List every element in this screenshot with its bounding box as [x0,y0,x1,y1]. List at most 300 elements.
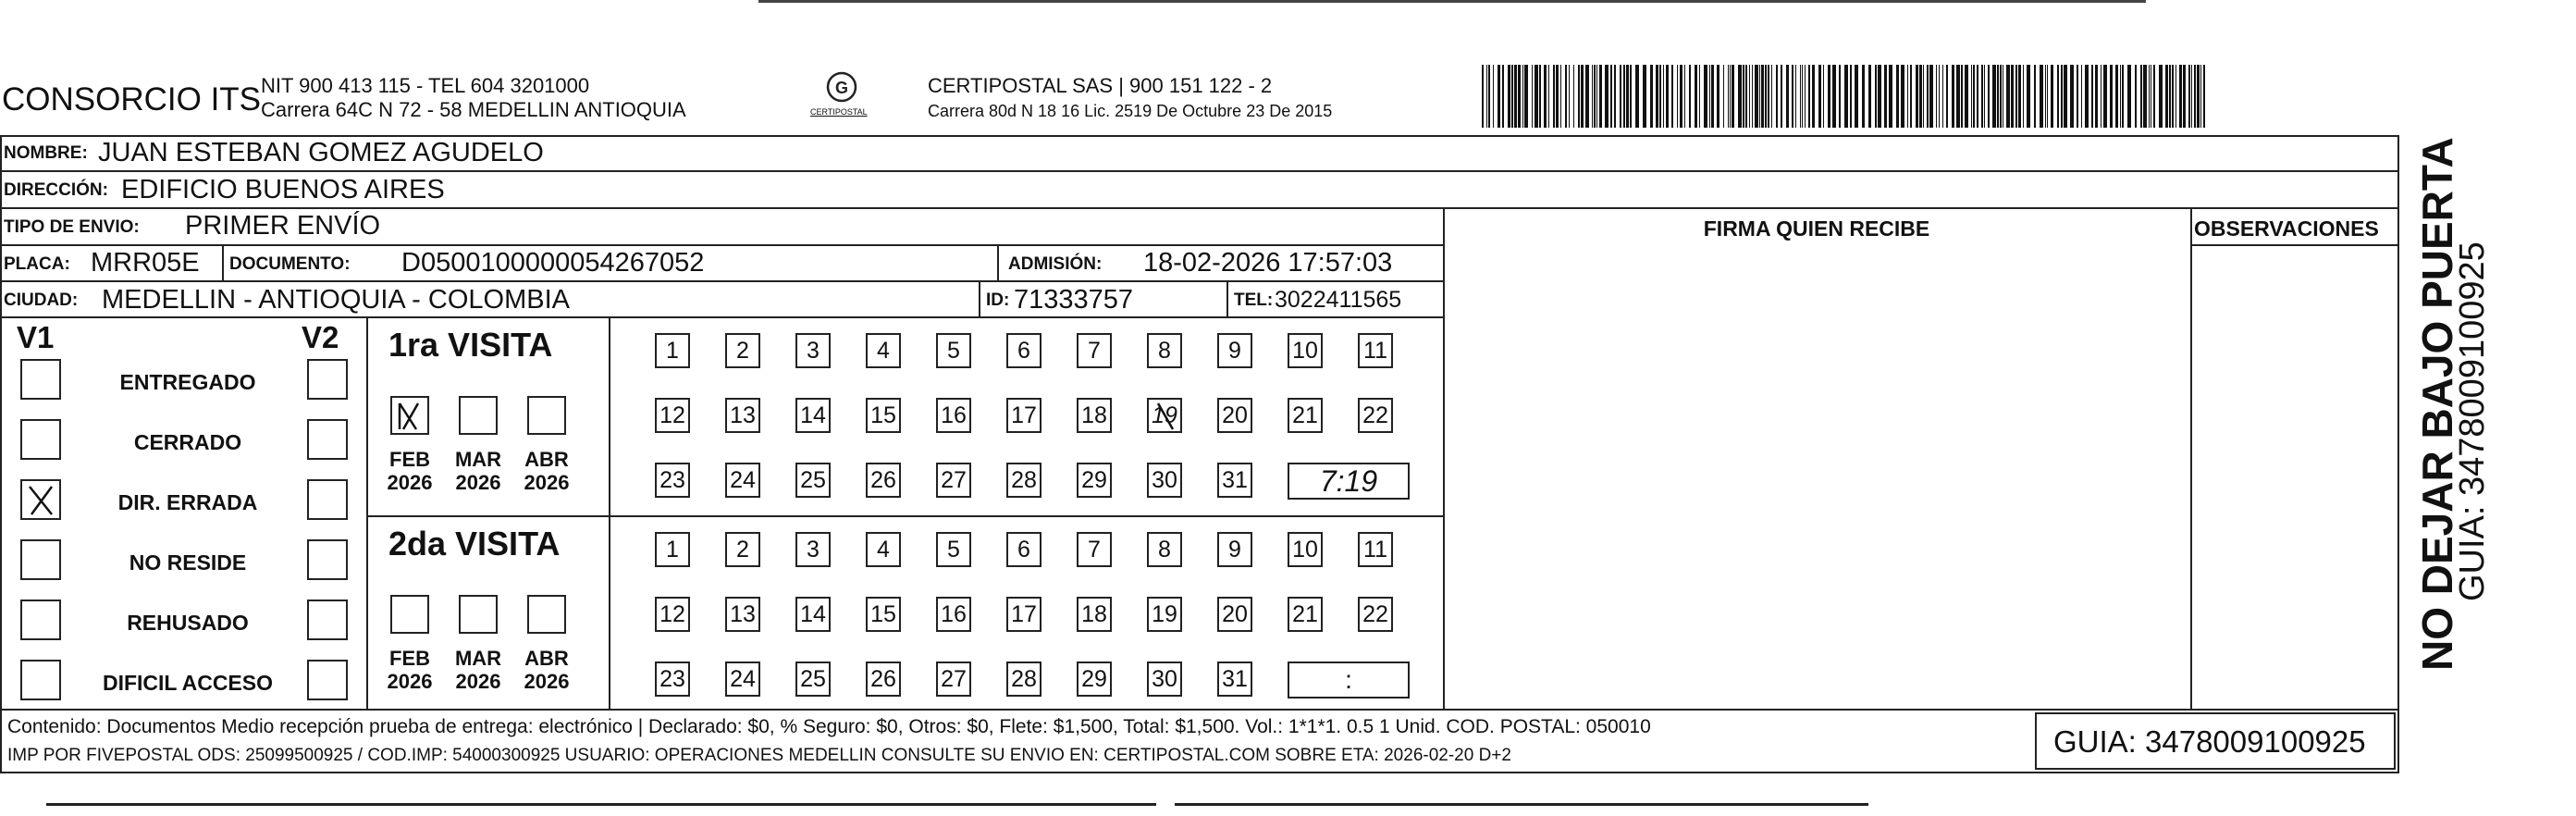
admision-label: ADMISIÓN: [1008,254,1103,274]
barcode-bar [1910,65,1912,128]
day-box[interactable]: 31 [1217,661,1252,697]
v2-checkbox[interactable] [307,660,348,700]
barcode-bar [2153,65,2155,128]
month-year: 2026 [455,471,501,494]
barcode-bar [1524,65,1528,128]
barcode-bar [1553,65,1555,128]
barcode-bar [1929,65,1933,128]
id-label: ID: [986,291,1010,310]
barcode-bar [1795,65,1796,128]
status-label: DIR. ERRADA [117,490,258,514]
barcode-bar [2159,65,2163,128]
handwritten-x-mark [392,398,427,433]
barcode-bar [2064,65,2067,128]
day-box[interactable]: 17 [1006,398,1041,433]
barcode-bar [2172,65,2174,128]
month-checkbox[interactable] [527,595,566,634]
barcode-bar [1919,65,1922,128]
barcode-bar [2091,65,2093,128]
day-box[interactable]: 4 [866,333,901,368]
v1-header: V1 [17,320,55,354]
day-box[interactable]: 2 [725,532,760,567]
day-box[interactable]: 5 [936,333,971,368]
day-box[interactable]: 3 [795,532,831,567]
barcode-bar [1728,65,1729,128]
day-box[interactable]: 16 [936,597,971,632]
day-box[interactable]: 10 [1288,333,1323,368]
barcode-bar [1828,65,1830,128]
id-divider [979,280,980,316]
barcode-bar [1711,65,1714,128]
visit-separator [366,515,1443,517]
barcode-bar [1781,65,1782,128]
barcode-bar [1862,65,1865,128]
day-box[interactable]: 22 [1358,597,1393,632]
barcode-bar [1730,65,1731,128]
handwritten-strike-mark [1149,400,1180,431]
barcode-bar [1723,65,1724,128]
day-box[interactable]: 20 [1217,597,1252,632]
day-box[interactable]: 14 [795,597,831,632]
day-box[interactable]: 1 [655,333,690,368]
day-box[interactable]: 24 [725,463,760,498]
barcode-bar [2103,65,2107,128]
barcode-bar [1709,65,1710,128]
v2-header: V2 [302,320,339,354]
barcode-bar [1522,65,1523,128]
month-checkbox[interactable] [390,396,429,435]
side-guia: GUIA: 3478009100925 [2453,241,2492,601]
barcode-bar [1786,65,1789,128]
barcode-bar [2051,65,2053,128]
day-box[interactable]: 14 [795,398,831,433]
observaciones-column-left [2190,207,2192,709]
day-box[interactable]: 28 [1006,463,1041,498]
barcode-bar [1738,65,1742,128]
barcode-bar [2000,65,2002,128]
observaciones-header: OBSERVACIONES [2194,216,2379,241]
barcode-bar [1984,65,1985,128]
day-box[interactable]: 29 [1077,661,1112,697]
barcode-bar [1511,65,1513,128]
month-label [446,448,511,494]
barcode-bar [1907,65,1908,128]
day-box[interactable]: 23 [655,463,690,498]
placa-value: MRR05E [91,248,200,278]
day-box[interactable]: 6 [1006,333,1041,368]
barcode-bar [2023,65,2024,128]
barcode-bar [1743,65,1744,128]
barcode-bar [1761,65,1764,128]
barcode-bar [2045,65,2046,128]
barcode-bar [1745,65,1747,128]
address-line: Carrera 64C N 72 - 58 MEDELLIN ANTIOQUIA [261,98,686,121]
barcode-bar [2143,65,2147,128]
status-label: DIFICIL ACCESO [102,671,273,695]
day-box[interactable]: 7 [1077,333,1112,368]
month-checkbox[interactable] [527,396,566,435]
v1-checkbox[interactable] [20,359,61,400]
barcode-bar [1518,65,1521,128]
day-box[interactable]: 24 [725,661,760,697]
tel-divider [1226,280,1228,316]
form-top-border [0,135,2399,137]
barcode-bar [1626,65,1629,128]
day-box[interactable]: 22 [1358,398,1393,433]
barcode-bar [1776,65,1778,128]
barcode-bar [1896,65,1899,128]
barcode-bar [1535,65,1538,128]
month-label [514,647,579,693]
day-box[interactable]: 18 [1077,597,1112,632]
barcode-bar [1544,65,1547,128]
day-box[interactable]: 25 [795,463,831,498]
day-box[interactable]: 12 [655,398,690,433]
day-box[interactable]: 31 [1217,463,1252,498]
barcode-bar [1875,65,1877,128]
barcode-bar [1594,65,1596,128]
month-year: 2026 [387,471,433,494]
form-left-border [0,135,2,773]
barcode-bar [2188,65,2190,128]
day-box[interactable]: 7 [1077,532,1112,567]
barcode-bar [1578,65,1580,128]
month-year: 2026 [524,670,570,693]
day-box[interactable]: 28 [1006,661,1041,697]
barcode-bar [2095,65,2098,128]
barcode-bar [1971,65,1972,128]
barcode-bar [2122,65,2124,128]
barcode-bar [1936,65,1937,128]
barcode-bar [1689,65,1691,128]
barcode-bar [1548,65,1549,128]
row-line-5 [0,316,1443,318]
status-label: ENTREGADO [119,370,256,394]
day-box[interactable]: 2 [725,333,760,368]
v1-checkbox[interactable] [20,419,61,460]
barcode-bar [1812,65,1815,128]
barcode-bar [1752,65,1753,128]
day-box[interactable]: 29 [1077,463,1112,498]
day-box[interactable]: 8 [1147,532,1182,567]
footer-bottom-line [0,772,2399,773]
footer-line-2: IMP POR FIVEPOSTAL ODS: 25099500925 / COD.IMP: 54000300925 USUARIO: OPERACIONES MEDELLIN CONSULTE SU ENVIO EN: CERTIPOSTAL.COM SOBRE ETA: 2026-02-20 D+2 [7,746,1511,765]
barcode-bar [1565,65,1567,128]
barcode-bar [2203,65,2205,128]
row-line-3b [2190,244,2399,246]
barcode-bar [2115,65,2118,128]
placa-divider [222,244,224,280]
month-checkbox[interactable] [390,595,429,634]
barcode-bar [2120,65,2121,128]
day-box[interactable] [1147,398,1182,433]
tel-value: 3022411565 [1275,287,1402,313]
barcode-bar [1889,65,1892,128]
day-box[interactable]: 10 [1288,532,1323,567]
barcode-bar [1832,65,1836,128]
barcode-bar [1493,65,1494,128]
barcode-bar [1792,65,1793,128]
barcode-bar [1749,65,1750,128]
v2-checkbox[interactable] [307,600,348,640]
month-checkbox[interactable] [459,595,498,634]
barcode-bar [1508,65,1510,128]
day-box[interactable]: 11 [1358,532,1393,567]
barcode-bar [1973,65,1975,128]
barcode-bar [2183,65,2186,128]
barcode-bar [1498,65,1500,128]
barcode-bar [2027,65,2030,128]
barcode-bar [1988,65,1990,128]
barcode-bar [1939,65,1940,128]
barcode-bar [2140,65,2142,128]
barcode-bar [1596,65,1597,128]
barcode-bar [2015,65,2017,128]
day-box[interactable]: 27 [936,463,971,498]
barcode-bar [1592,65,1593,128]
month-label [514,448,579,494]
day-box[interactable]: 4 [866,532,901,567]
barcode-bar [1771,65,1772,128]
tipo-envio-value: PRIMER ENVÍO [185,211,381,241]
barcode-bar [2200,65,2201,128]
barcode-bar [1635,65,1639,128]
barcode-bar [2197,65,2200,128]
barcode-bar [1732,65,1734,128]
v2-checkbox[interactable] [307,539,348,580]
footer-top-line [0,709,2399,711]
barcode-bar [1643,65,1646,128]
day-box[interactable]: 8 [1147,333,1182,368]
nombre-value: JUAN ESTEBAN GOMEZ AGUDELO [98,138,544,167]
bottom-edge-line-2 [1175,803,1868,806]
barcode-bar [1630,65,1632,128]
row-line-3 [0,244,1443,246]
month-label [446,647,511,693]
barcode-bar [1850,65,1852,128]
day-box[interactable]: 16 [936,398,971,433]
barcode-bar [1884,65,1887,128]
visit-divider [609,316,610,709]
day-box[interactable]: 30 [1147,661,1182,697]
barcode-bar [1997,65,1999,128]
barcode-bar [1805,65,1806,128]
admision-value: 18-02-2026 17:57:03 [1143,248,1393,278]
v2-checkbox[interactable] [307,359,348,400]
ciudad-label: CIUDAD: [4,291,79,310]
barcode-bar [1981,65,1983,128]
barcode-bar [1659,65,1661,128]
barcode-bar [1927,65,1929,128]
barcode-bar [1808,65,1810,128]
barcode-bar [2011,65,2014,128]
day-box[interactable]: 1 [655,532,690,567]
barcode-bar [2165,65,2168,128]
barcode-bar [2149,65,2150,128]
time-box[interactable]: 7:19 [1288,463,1410,500]
barcode-bar [1901,65,1904,128]
v1-checkbox[interactable] [20,600,61,640]
day-box[interactable]: 18 [1077,398,1112,433]
admision-divider [997,244,999,280]
barcode-bar [1844,65,1848,128]
barcode-bar [1488,65,1490,128]
barcode-bar [2179,65,2182,128]
barcode-bar [1695,65,1697,128]
month-checkbox[interactable] [459,396,498,435]
barcode-bar [1765,65,1767,128]
id-value: 71333757 [1014,285,1134,315]
status-label: CERRADO [133,430,242,454]
certipostal-address: Carrera 80d N 18 16 Lic. 2519 De Octubre 23 De 2015 [928,102,1333,120]
barcode-bar [2194,65,2196,128]
tel-label: TEL: [1234,291,1274,310]
month-label [377,647,442,693]
month-year: 2026 [455,670,501,693]
day-box[interactable]: 21 [1288,597,1323,632]
day-box[interactable]: 6 [1006,532,1041,567]
barcode-bar [1502,65,1504,128]
barcode-bar [1952,65,1954,128]
barcode-bar [1868,65,1871,128]
barcode-bar [2135,65,2137,128]
month-name: ABR [524,647,569,670]
barcode-bar [1585,65,1589,128]
barcode-bar [1992,65,1996,128]
barcode-bar [1916,65,1918,128]
v2-checkbox[interactable] [307,419,348,460]
day-box[interactable]: 12 [655,597,690,632]
documento-label: DOCUMENTO: [229,254,351,274]
day-box[interactable]: 30 [1147,463,1182,498]
day-number: 19 [1152,402,1177,428]
v1-checkbox[interactable] [20,479,61,520]
barcode-bar [1560,65,1561,128]
direccion-value: EDIFICIO BUENOS AIRES [121,175,445,204]
firma-header: FIRMA QUIEN RECIBE [1703,216,1930,241]
barcode-bar [2077,65,2078,128]
day-box[interactable]: 20 [1217,398,1252,433]
barcode-bar [1977,65,1978,128]
row-line-1 [0,170,2399,172]
day-box[interactable]: 19 [1147,597,1182,632]
barcode-bar [2057,65,2059,128]
barcode-bar [1802,65,1803,128]
nombre-label: NOMBRE: [4,143,88,163]
day-box[interactable]: 23 [655,661,690,697]
barcode-bar [1663,65,1664,128]
day-box[interactable]: 26 [866,463,901,498]
day-box[interactable]: 9 [1217,532,1252,567]
barcode-bar [1539,65,1541,128]
day-box[interactable]: 27 [936,661,971,697]
day-box[interactable]: 9 [1217,333,1252,368]
day-box[interactable]: 11 [1358,333,1393,368]
barcode-bar [2047,65,2048,128]
barcode-bar [1650,65,1653,128]
barcode-bar [2070,65,2074,128]
barcode-bar [1684,65,1685,128]
month-label [377,448,442,494]
barcode-bar [1704,65,1707,128]
company-name: CONSORCIO ITS [2,81,262,117]
barcode-bar [2175,65,2176,128]
barcode-bar [1671,65,1673,128]
barcode-bar [1946,65,1948,128]
form-right-border [2397,135,2399,773]
svg-text:G: G [834,79,849,97]
barcode-bar [2191,65,2192,128]
placa-label: PLACA: [4,254,70,274]
time-box[interactable]: : [1288,661,1410,699]
barcode-bar [2127,65,2131,128]
barcode-bar [1942,65,1943,128]
bottom-edge-line-1 [46,803,1156,806]
day-box[interactable]: 13 [725,597,760,632]
visit-title: 1ra VISITA [388,326,553,364]
day-box[interactable]: 15 [866,398,901,433]
month-year: 2026 [387,670,433,693]
month-name: FEB [389,647,430,670]
month-name: ABR [524,448,569,471]
day-box[interactable]: 17 [1006,597,1041,632]
footer-guia: GUIA: 3478009100925 [2053,724,2366,759]
barcode-bar [1823,65,1824,128]
day-box[interactable]: 3 [795,333,831,368]
barcode-bar [1620,65,1621,128]
barcode-bar [2018,65,2021,128]
barcode-bar [1532,65,1533,128]
status-label: NO RESIDE [129,550,247,575]
barcode-bar [1839,65,1841,128]
nit-line: NIT 900 413 115 - TEL 604 3201000 [261,74,590,97]
barcode-bar [1482,65,1484,128]
visit-title: 2da VISITA [388,525,561,563]
month-name: FEB [389,448,430,471]
barcode-bar [2040,65,2043,128]
barcode-bar [1680,65,1682,128]
barcode-bar [1800,65,1801,128]
day-box[interactable]: 13 [725,398,760,433]
direccion-label: DIRECCIÓN: [4,180,108,200]
barcode-bar [1923,65,1924,128]
barcode-bar [1656,65,1658,128]
day-box[interactable]: 26 [866,661,901,697]
barcode-bar [1666,65,1669,128]
v2-checkbox[interactable] [307,479,348,520]
barcode-bar [1677,65,1678,128]
day-box[interactable]: 5 [936,532,971,567]
ciudad-value: MEDELLIN - ANTIOQUIA - COLOMBIA [102,285,570,315]
barcode-bar [1581,65,1584,128]
barcode-bar [1556,65,1559,128]
day-box[interactable]: 25 [795,661,831,697]
v1-checkbox[interactable] [20,660,61,700]
month-name: MAR [454,647,502,670]
handwritten-x-mark [22,481,59,518]
v1-checkbox[interactable] [20,539,61,580]
barcode-bar [2081,65,2082,128]
barcode-bar [1573,65,1574,128]
month-name: MAR [454,448,502,471]
barcode-bar [1755,65,1758,128]
status-divider [366,316,368,709]
day-box[interactable]: 21 [1288,398,1323,433]
barcode-bar [1514,65,1517,128]
month-year: 2026 [524,471,570,494]
day-box[interactable]: 15 [866,597,901,632]
footer-line-1: Contenido: Documentos Medio recepción prueba de entrega: electrónico | Declarado: $0, % Seguro: $0, Otros: $0, Flete: $1,500, Total: $1,500. Vol.: 1*1*1. 0.5 1 Unid. COD. POSTAL: 050010 [7,716,1651,737]
